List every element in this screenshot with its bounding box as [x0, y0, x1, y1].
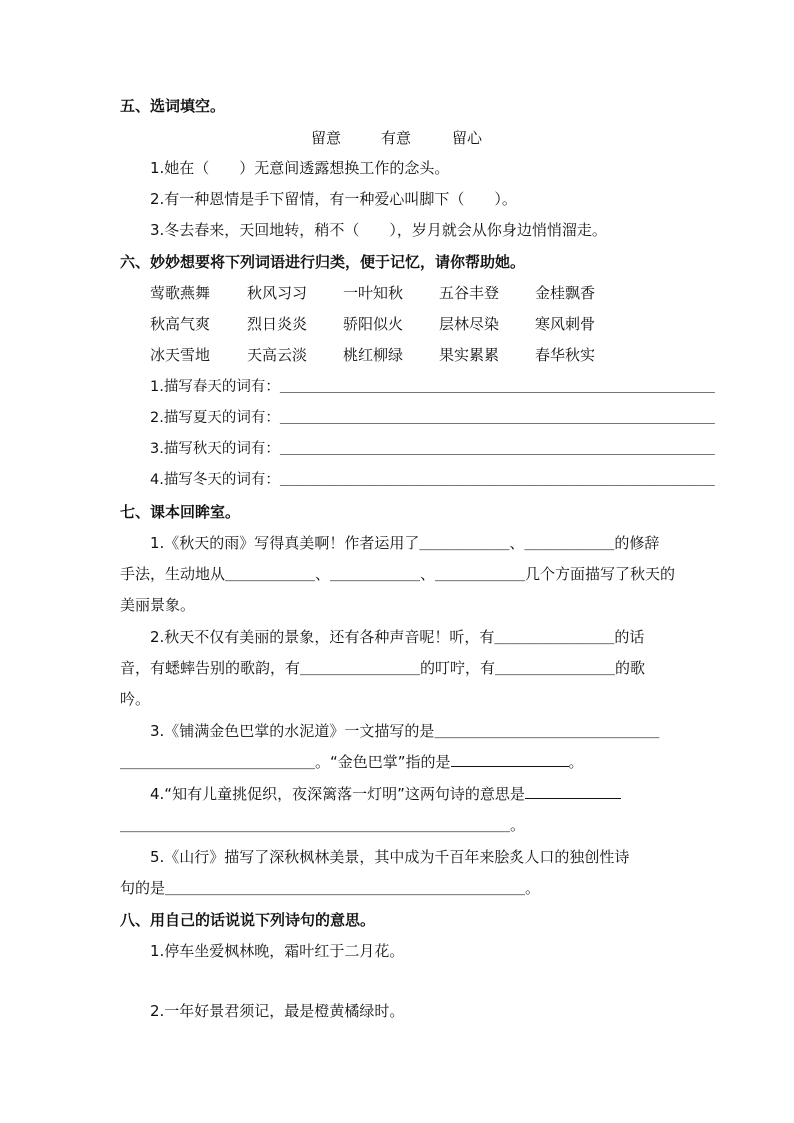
word-r3-3: 桃红柳绿: [343, 346, 404, 364]
section-5-question-2: 2.有一种恩情是手下留情，有一种爱心叫脚下（ ）。: [150, 190, 517, 208]
answer-blank: [525, 784, 621, 799]
word-r2-1: 秋高气爽: [150, 315, 211, 333]
section-6-question-2: 2.描写夏天的词有：＿＿＿＿＿＿＿＿＿＿＿＿＿＿＿＿＿＿＿＿＿＿＿＿＿＿＿＿＿＿: [150, 410, 715, 426]
section-7-q2-line3: 吟。: [120, 690, 151, 708]
section-7-q1-line3: 美丽景象。: [120, 596, 196, 614]
section-7-heading: 七、课本回眸室。: [120, 503, 241, 521]
section-7-q4-line2: ＿＿＿＿＿＿＿＿＿＿＿＿＿＿＿＿＿＿＿＿＿＿＿＿＿＿。: [120, 816, 526, 834]
section-5-option-3: 留心: [452, 129, 483, 147]
section-8-question-2: 2.一年好景君须记，最是橙黄橘绿时。: [150, 1002, 405, 1020]
answer-blank: [451, 752, 569, 767]
section-7-q4-text: 4.“知有儿童挑促织，夜深篱落一灯明”这两句诗的意思是: [150, 785, 525, 803]
section-6-question-3: 3.描写秋天的词有：＿＿＿＿＿＿＿＿＿＿＿＿＿＿＿＿＿＿＿＿＿＿＿＿＿＿＿＿＿＿: [150, 441, 715, 457]
word-r1-5: 金桂飘香: [535, 284, 596, 302]
word-r3-4: 果实累累: [439, 346, 500, 364]
word-r2-2: 烈日炎炎: [247, 315, 308, 333]
section-6-question-4: 4.描写冬天的词有：＿＿＿＿＿＿＿＿＿＿＿＿＿＿＿＿＿＿＿＿＿＿＿＿＿＿＿＿＿＿: [150, 472, 715, 488]
section-8-question-1: 1.停车坐爱枫林晚，霜叶红于二月花。: [150, 942, 405, 960]
word-r2-5: 寒风刺骨: [535, 315, 596, 333]
section-7-q2-line1: 2.秋天不仅有美丽的景象，还有各种声音呢！听，有＿＿＿＿＿＿＿＿的话: [150, 628, 645, 646]
section-7-q1-line1: 1.《秋天的雨》写得真美啊！作者运用了＿＿＿＿＿＿、＿＿＿＿＿＿的修辞: [150, 534, 660, 552]
section-6-heading: 六、妙妙想要将下列词语进行归类，便于记忆，请你帮助她。: [120, 253, 526, 271]
section-6-question-1: 1.描写春天的词有：＿＿＿＿＿＿＿＿＿＿＿＿＿＿＿＿＿＿＿＿＿＿＿＿＿＿＿＿＿＿: [150, 379, 715, 395]
word-r1-4: 五谷丰登: [439, 284, 500, 302]
word-r1-3: 一叶知秋: [343, 284, 404, 302]
word-r1-2: 秋风习习: [247, 284, 308, 302]
section-7-q3-end: 。: [568, 753, 584, 771]
section-5-option-2: 有意: [381, 129, 412, 147]
section-5-heading: 五、选词填空。: [120, 97, 226, 115]
section-7-q4-line1: [150, 784, 621, 804]
section-8-heading: 八、用自己的话说说下列诗句的意思。: [120, 911, 376, 929]
word-r3-5: 春华秋实: [535, 346, 596, 364]
word-r1-1: 莺歌燕舞: [150, 284, 211, 302]
section-7-q5-line1: 5.《山行》描写了深秋枫林美景，其中成为千百年来脍炙人口的独创性诗: [150, 848, 630, 866]
section-5-question-3: 3.冬去春来，天回地转，稍不（ ），岁月就会从你身边悄悄溜走。: [150, 221, 607, 239]
section-7-q2-line2: 音，有蟋蟀告别的歌韵，有＿＿＿＿＿＿＿＿的叮咛，有＿＿＿＿＿＿＿＿的歌: [120, 659, 646, 677]
section-5-option-1: 留意: [311, 129, 342, 147]
section-7-q1-line2: 手法，生动地从＿＿＿＿＿＿、＿＿＿＿＿＿、＿＿＿＿＿＿几个方面描写了秋天的: [120, 565, 676, 583]
word-r2-3: 骄阳似火: [343, 315, 404, 333]
word-r2-4: 层林尽染: [439, 315, 500, 333]
word-r3-2: 天高云淡: [247, 346, 308, 364]
section-5-question-1: 1.她在（ ）无意间透露想换工作的念头。: [150, 159, 450, 177]
word-r3-1: 冰天雪地: [150, 346, 211, 364]
section-7-q5-line2: 句的是＿＿＿＿＿＿＿＿＿＿＿＿＿＿＿＿＿＿＿＿＿＿＿＿。: [120, 879, 541, 897]
section-7-q3-line1: 3.《铺满金色巴掌的水泥道》一文描写的是＿＿＿＿＿＿＿＿＿＿＿＿＿＿＿: [150, 722, 660, 740]
section-7-q3-text: ＿＿＿＿＿＿＿＿＿＿＿＿＿。“金色巴掌”指的是: [120, 753, 451, 771]
section-7-q3-line2: [120, 752, 584, 772]
